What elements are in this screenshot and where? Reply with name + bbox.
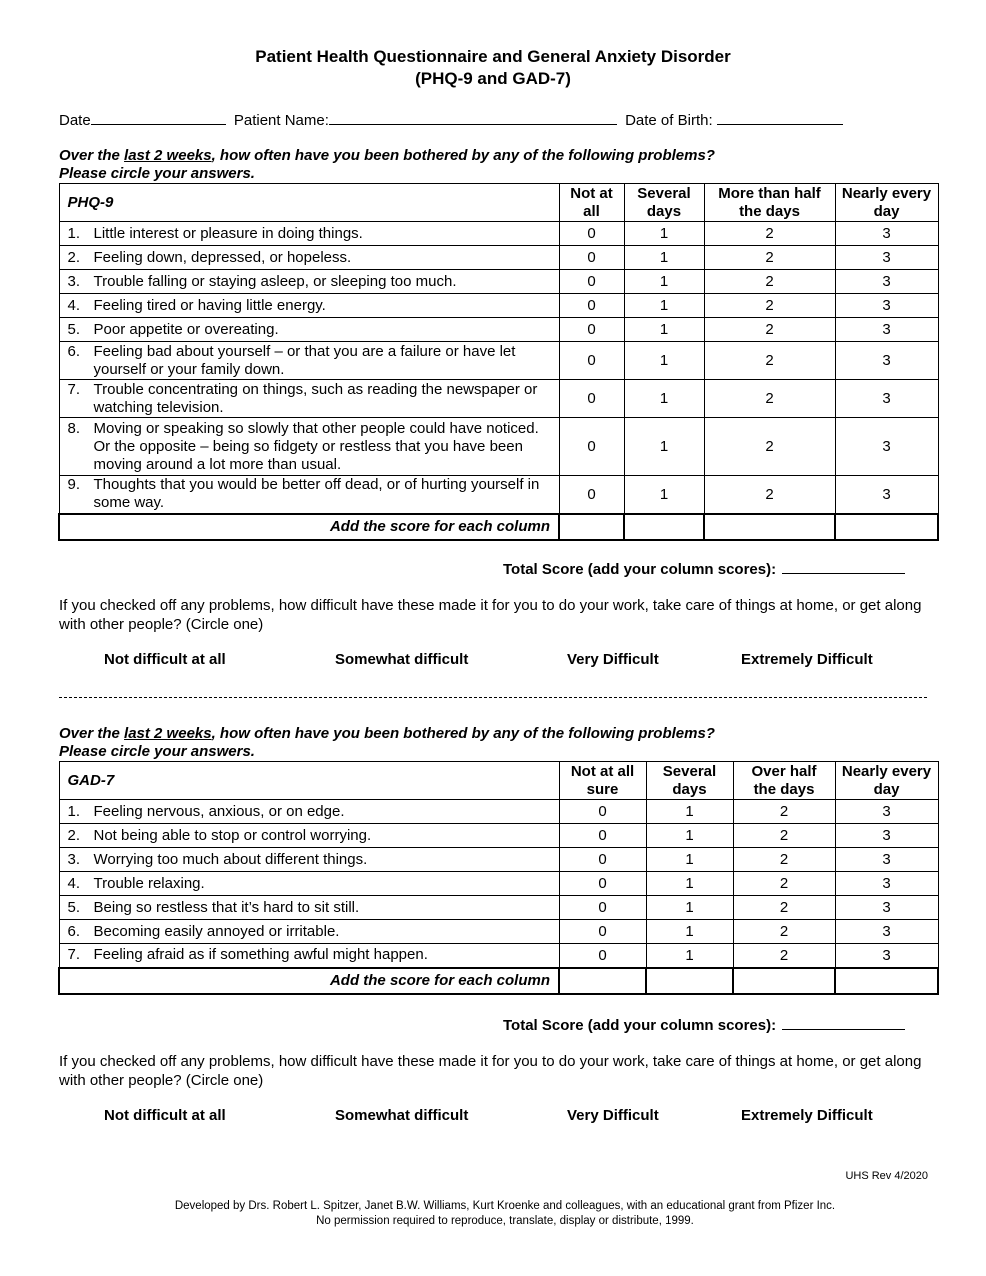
- score-option[interactable]: 3: [835, 944, 938, 968]
- score-option[interactable]: 0: [559, 342, 624, 380]
- gad7-name: GAD-7: [59, 762, 559, 800]
- score-option[interactable]: 0: [559, 418, 624, 476]
- sum-row: [59, 514, 938, 540]
- item-text: Feeling tired or having little energy.: [93, 296, 326, 314]
- gad7-option-not-difficult[interactable]: Not difficult at all: [104, 1107, 226, 1124]
- revision-label: UHS Rev 4/2020: [845, 1170, 928, 1182]
- gad7-option-very[interactable]: Very Difficult: [567, 1107, 659, 1124]
- item-number: 3.: [67, 272, 81, 290]
- item-text: Thoughts that you would be better off dead, or of hurting yourself in some way.: [93, 476, 540, 512]
- item-text: Worrying too much about different things.: [93, 850, 368, 868]
- instructions-line2: Please circle your answers.: [59, 165, 255, 182]
- score-option[interactable]: 2: [704, 380, 835, 418]
- table-row: [59, 380, 938, 418]
- score-option[interactable]: 0: [559, 872, 646, 896]
- score-option[interactable]: 3: [835, 418, 938, 476]
- score-option[interactable]: 1: [624, 294, 704, 318]
- score-option[interactable]: 3: [835, 318, 938, 342]
- instructions-suffix: , how often have you been bothered by any of the following problems?: [211, 725, 715, 742]
- phq9-col-header: Not at all: [559, 184, 624, 222]
- date-label: Date: [59, 112, 91, 129]
- gad7-total-row: [503, 1015, 905, 1034]
- section-divider: [59, 697, 927, 698]
- column-sum-field[interactable]: [559, 968, 646, 994]
- score-option[interactable]: 3: [835, 476, 938, 514]
- score-option[interactable]: 3: [835, 222, 938, 246]
- dob-field[interactable]: [717, 110, 843, 125]
- table-row: [59, 246, 938, 270]
- phq9-table: [58, 183, 939, 541]
- item-cell: [59, 944, 559, 968]
- sum-label: Add the score for each column: [59, 968, 559, 994]
- column-sum-field[interactable]: [646, 968, 733, 994]
- item-text: Trouble relaxing.: [93, 874, 205, 892]
- item-text: Little interest or pleasure in doing things.: [93, 224, 363, 242]
- gad7-option-extremely[interactable]: Extremely Difficult: [741, 1107, 873, 1124]
- table-row: [59, 872, 938, 896]
- phq9-name: PHQ-9: [59, 184, 559, 222]
- table-row: [59, 318, 938, 342]
- item-text: Feeling nervous, anxious, or on edge.: [93, 802, 345, 820]
- score-option[interactable]: 1: [624, 342, 704, 380]
- gad7-instructions: [59, 725, 715, 761]
- score-option[interactable]: 2: [704, 246, 835, 270]
- phq9-col-header: Nearly every day: [835, 184, 938, 222]
- score-option[interactable]: 2: [704, 318, 835, 342]
- item-cell: [59, 848, 559, 872]
- patient-info-row: [59, 110, 843, 129]
- table-row: [59, 848, 938, 872]
- score-option[interactable]: 0: [559, 920, 646, 944]
- score-option[interactable]: 1: [646, 896, 733, 920]
- item-number: 5.: [67, 898, 81, 916]
- item-number: 3.: [67, 850, 81, 868]
- score-option[interactable]: 0: [559, 848, 646, 872]
- instructions-prefix: Over the: [59, 147, 125, 164]
- item-text: Poor appetite or overeating.: [93, 320, 279, 338]
- score-option[interactable]: 0: [559, 824, 646, 848]
- score-option[interactable]: 0: [559, 222, 624, 246]
- item-number: 1.: [67, 224, 81, 242]
- score-option[interactable]: 0: [559, 294, 624, 318]
- item-number: 2.: [67, 826, 81, 844]
- column-sum-field[interactable]: [835, 968, 938, 994]
- sum-row: [59, 968, 938, 994]
- score-option[interactable]: 3: [835, 246, 938, 270]
- score-option[interactable]: 3: [835, 294, 938, 318]
- phq9-total-row: [503, 559, 905, 578]
- column-sum-field[interactable]: [704, 514, 835, 540]
- column-sum-field[interactable]: [835, 514, 938, 540]
- phq9-col-header: More than half the days: [704, 184, 835, 222]
- item-number: 6.: [67, 342, 81, 360]
- score-option[interactable]: 3: [835, 920, 938, 944]
- date-field[interactable]: [91, 110, 226, 125]
- item-number: 1.: [67, 802, 81, 820]
- gad7-option-somewhat[interactable]: Somewhat difficult: [335, 1107, 469, 1124]
- score-option[interactable]: 3: [835, 800, 938, 824]
- item-text: Not being able to stop or control worrying.: [93, 826, 372, 844]
- item-number: 2.: [67, 248, 81, 266]
- column-sum-field[interactable]: [559, 514, 624, 540]
- footer-credit-2: No permission required to reproduce, translate, display or distribute, 1999.: [316, 1215, 694, 1227]
- table-row: [59, 222, 938, 246]
- item-cell: [59, 896, 559, 920]
- phq9-total-label: Total Score (add your column scores):: [503, 561, 777, 578]
- item-cell: [59, 920, 559, 944]
- column-sum-field[interactable]: [624, 514, 704, 540]
- page-title: Patient Health Questionnaire and General Anxiety Disorder: [255, 47, 731, 66]
- item-text: Feeling down, depressed, or hopeless.: [93, 248, 352, 266]
- item-cell: [59, 476, 559, 514]
- score-option[interactable]: 1: [624, 380, 704, 418]
- score-option[interactable]: 2: [704, 476, 835, 514]
- item-cell: [59, 270, 559, 294]
- gad7-col-header: Over half the days: [733, 762, 835, 800]
- dob-label: Date of Birth:: [625, 112, 713, 129]
- table-row: [59, 294, 938, 318]
- score-option[interactable]: 3: [835, 848, 938, 872]
- phq9-option-somewhat[interactable]: Somewhat difficult: [335, 651, 469, 668]
- score-option[interactable]: 0: [559, 380, 624, 418]
- table-row: [59, 920, 938, 944]
- page-subtitle: (PHQ-9 and GAD-7): [415, 69, 571, 88]
- item-text: Moving or speaking so slowly that other people could have noticed. Or the opposite – being so fidgety or restless that you have been moving around a lot more than usual.: [93, 419, 539, 473]
- item-cell: [59, 246, 559, 270]
- score-option[interactable]: 0: [559, 318, 624, 342]
- score-option[interactable]: 2: [733, 800, 835, 824]
- score-option[interactable]: 1: [646, 944, 733, 968]
- phq9-option-not-difficult[interactable]: Not difficult at all: [104, 651, 226, 668]
- item-number: 5.: [67, 320, 81, 338]
- gad7-total-label: Total Score (add your column scores):: [503, 1017, 777, 1034]
- score-option[interactable]: 0: [559, 476, 624, 514]
- item-text: Feeling bad about yourself – or that you are a failure or have let yourself or your family down.: [93, 342, 516, 378]
- gad7-col-header: Nearly every day: [835, 762, 938, 800]
- item-text: Trouble falling or staying asleep, or sleeping too much.: [93, 272, 457, 290]
- phq9-difficulty-question: If you checked off any problems, how difficult have these made it for you to do your work, take care of things at home, or get along with other people? (Circle one): [59, 597, 922, 633]
- table-row: [59, 270, 938, 294]
- table-row: [59, 824, 938, 848]
- item-cell: [59, 294, 559, 318]
- table-row: [59, 418, 938, 476]
- item-number: 4.: [67, 874, 81, 892]
- score-option[interactable]: 1: [646, 848, 733, 872]
- item-cell: [59, 342, 559, 380]
- item-number: 6.: [67, 922, 81, 940]
- phq9-option-extremely[interactable]: Extremely Difficult: [741, 651, 873, 668]
- item-cell: [59, 418, 559, 476]
- item-number: 7.: [67, 380, 81, 398]
- item-number: 7.: [67, 946, 81, 964]
- score-option[interactable]: 2: [733, 920, 835, 944]
- item-number: 4.: [67, 296, 81, 314]
- gad7-table: [58, 761, 939, 995]
- gad7-difficulty-question: If you checked off any problems, how difficult have these made it for you to do your work, take care of things at home, or get along with other people? (Circle one): [59, 1053, 922, 1089]
- score-option[interactable]: 1: [624, 418, 704, 476]
- score-option[interactable]: 2: [704, 270, 835, 294]
- instructions-emphasis: last 2 weeks: [124, 147, 212, 164]
- score-option[interactable]: 0: [559, 800, 646, 824]
- score-option[interactable]: 2: [704, 342, 835, 380]
- item-cell: [59, 800, 559, 824]
- table-row: [59, 944, 938, 968]
- gad7-col-header: Several days: [646, 762, 733, 800]
- table-row: [59, 800, 938, 824]
- instructions-emphasis: last 2 weeks: [124, 725, 212, 742]
- patient-name-field[interactable]: [329, 110, 617, 125]
- score-option[interactable]: 1: [624, 270, 704, 294]
- phq9-instructions: [59, 147, 715, 183]
- phq9-col-header: Several days: [624, 184, 704, 222]
- item-text: Becoming easily annoyed or irritable.: [93, 922, 340, 940]
- score-option[interactable]: 3: [835, 824, 938, 848]
- score-option[interactable]: 1: [624, 222, 704, 246]
- score-option[interactable]: 1: [624, 318, 704, 342]
- footer-credit-1: Developed by Drs. Robert L. Spitzer, Janet B.W. Williams, Kurt Kroenke and colleagues, with an educational grant from Pfizer Inc.: [174, 1200, 836, 1212]
- gad7-total-field[interactable]: [782, 1015, 905, 1030]
- score-option[interactable]: 0: [559, 246, 624, 270]
- score-option[interactable]: 1: [646, 920, 733, 944]
- score-option[interactable]: 2: [704, 294, 835, 318]
- score-option[interactable]: 3: [835, 896, 938, 920]
- score-option[interactable]: 1: [624, 476, 704, 514]
- score-option[interactable]: 1: [646, 800, 733, 824]
- item-cell: [59, 380, 559, 418]
- score-option[interactable]: 3: [835, 342, 938, 380]
- score-option[interactable]: 0: [559, 270, 624, 294]
- item-cell: [59, 318, 559, 342]
- item-cell: [59, 222, 559, 246]
- instructions-suffix: , how often have you been bothered by any of the following problems?: [211, 147, 715, 164]
- item-text: Feeling afraid as if something awful might happen.: [93, 946, 428, 964]
- phq9-total-field[interactable]: [782, 559, 905, 574]
- score-option[interactable]: 2: [733, 896, 835, 920]
- patient-name-label: Patient Name:: [233, 112, 329, 129]
- item-text: Being so restless that it’s hard to sit still.: [93, 898, 360, 916]
- score-option[interactable]: 2: [704, 418, 835, 476]
- score-option[interactable]: 3: [835, 270, 938, 294]
- item-number: 9.: [67, 476, 81, 494]
- score-option[interactable]: 3: [835, 872, 938, 896]
- score-option[interactable]: 0: [559, 896, 646, 920]
- instructions-prefix: Over the: [59, 725, 125, 742]
- score-option[interactable]: 0: [559, 944, 646, 968]
- gad7-col-header: Not at all sure: [559, 762, 646, 800]
- table-row: [59, 476, 938, 514]
- phq9-option-very[interactable]: Very Difficult: [567, 651, 659, 668]
- score-option[interactable]: 1: [646, 872, 733, 896]
- item-number: 8.: [67, 419, 81, 437]
- score-option[interactable]: 1: [646, 824, 733, 848]
- score-option[interactable]: 2: [733, 872, 835, 896]
- score-option[interactable]: 1: [624, 246, 704, 270]
- score-option[interactable]: 3: [835, 380, 938, 418]
- sum-label: Add the score for each column: [59, 514, 559, 540]
- item-cell: [59, 824, 559, 848]
- instructions-line2: Please circle your answers.: [59, 743, 255, 760]
- score-option[interactable]: 2: [733, 848, 835, 872]
- score-option[interactable]: 2: [704, 222, 835, 246]
- score-option[interactable]: 2: [733, 824, 835, 848]
- table-row: [59, 342, 938, 380]
- item-cell: [59, 872, 559, 896]
- column-sum-field[interactable]: [733, 968, 835, 994]
- score-option[interactable]: 2: [733, 944, 835, 968]
- item-text: Trouble concentrating on things, such as reading the newspaper or watching television.: [93, 380, 538, 416]
- table-row: [59, 896, 938, 920]
